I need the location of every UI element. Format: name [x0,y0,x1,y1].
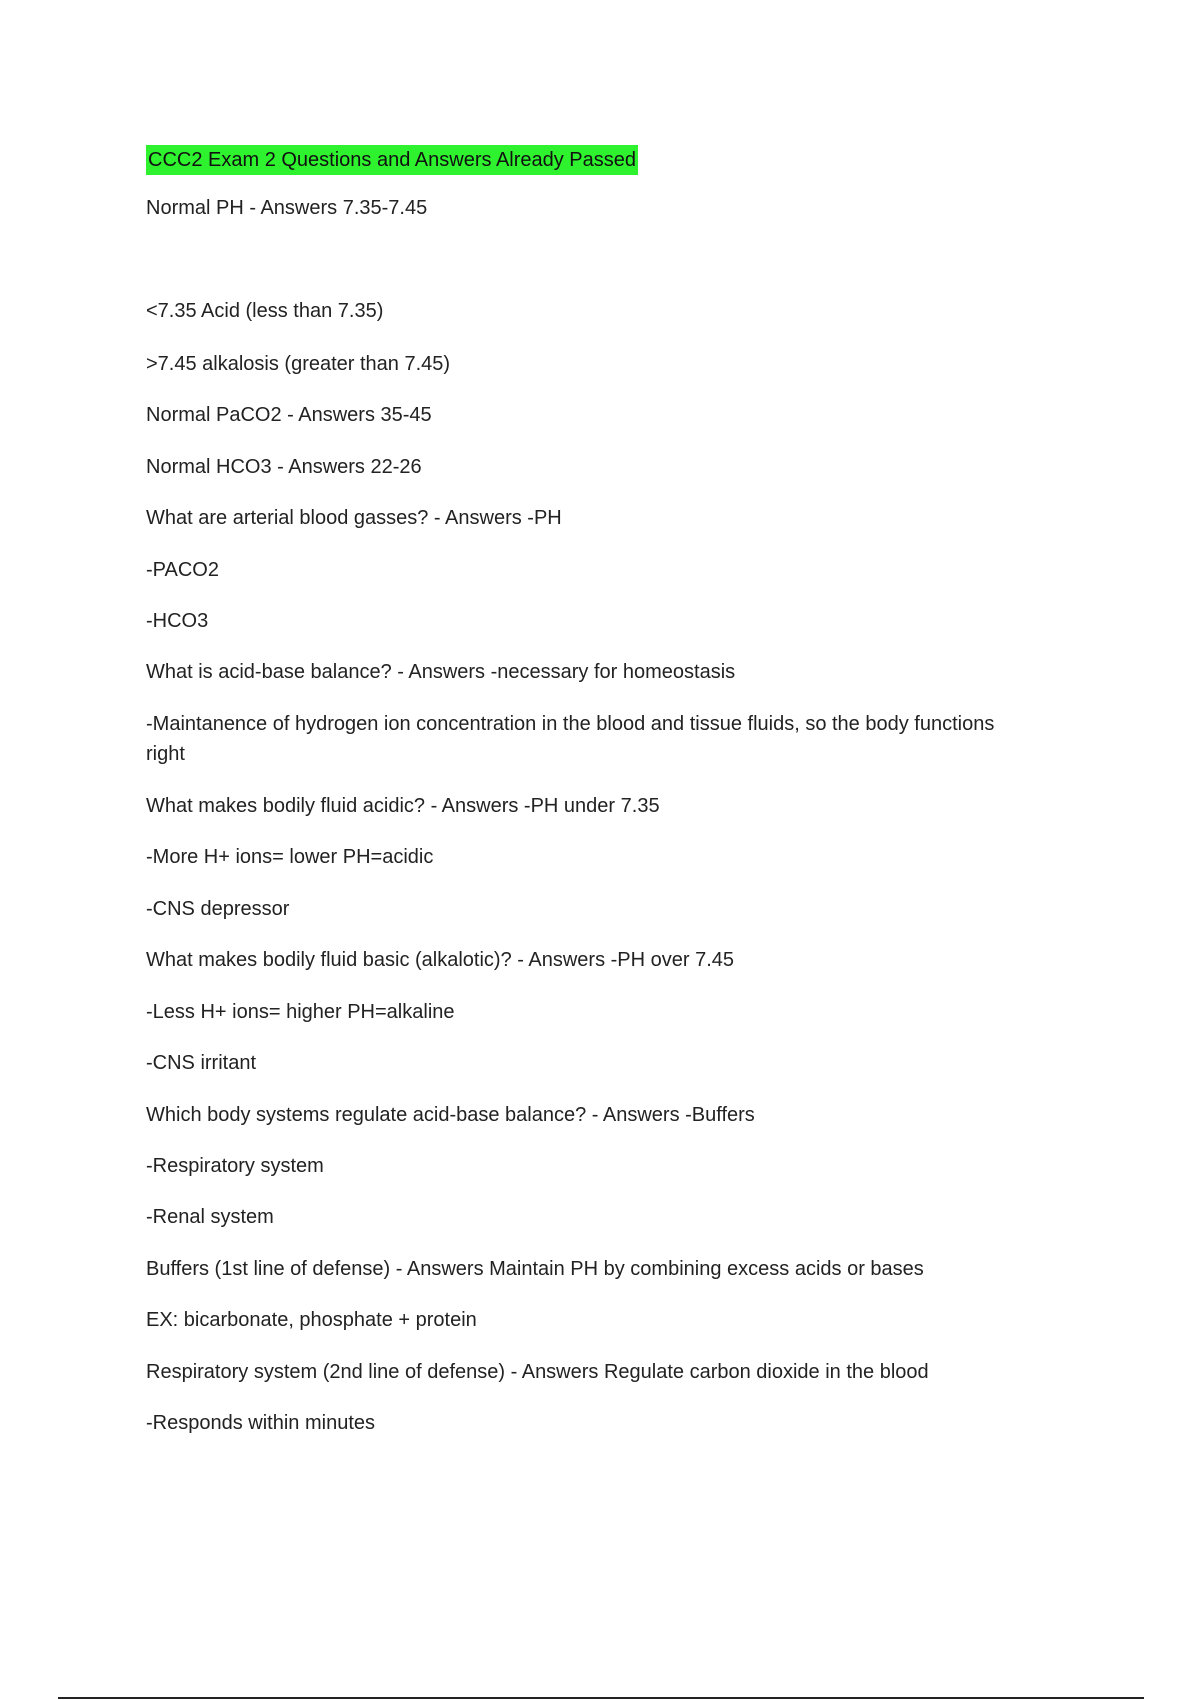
text-line: Normal PaCO2 - Answers 35-45 [146,404,432,426]
text-line: What makes bodily fluid acidic? - Answers -PH under 7.35 [146,795,660,817]
text-line: Which body systems regulate acid-base balance? - Answers -Buffers [146,1104,755,1126]
footer-rule [58,1697,1144,1699]
text-line: -HCO3 [146,610,209,632]
text-line: -Renal system [146,1206,274,1228]
text-line: >7.45 alkalosis (greater than 7.45) [146,353,451,375]
text-line: -Less H+ ions= higher PH=alkaline [146,1001,455,1023]
text-line: -Maintanence of hydrogen ion concentration in the blood and tissue fluids, so the body functions right [146,713,995,765]
text-line: -Respiratory system [146,1155,324,1177]
text-line: -CNS irritant [146,1052,257,1074]
document-title: CCC2 Exam 2 Questions and Answers Already Passed [146,145,638,175]
text-line: -CNS depressor [146,898,290,920]
text-line: Normal PH - Answers 7.35-7.45 [146,197,428,219]
text-line: Buffers (1st line of defense) - Answers Maintain PH by combining excess acids or bases [146,1258,924,1280]
text-line: -More H+ ions= lower PH=acidic [146,846,434,868]
text-line: What makes bodily fluid basic (alkalotic)? - Answers -PH over 7.45 [146,949,735,971]
text-line: -Responds within minutes [146,1412,375,1434]
text-line: EX: bicarbonate, phosphate + protein [146,1309,477,1331]
text-line: Normal HCO3 - Answers 22-26 [146,456,422,478]
text-line: What are arterial blood gasses? - Answers -PH [146,507,562,529]
text-line: Respiratory system (2nd line of defense) - Answers Regulate carbon dioxide in the blood [146,1361,929,1383]
text-line: What is acid-base balance? - Answers -necessary for homeostasis [146,661,736,683]
text-line: -PACO2 [146,559,219,581]
text-line: <7.35 Acid (less than 7.35) [146,300,384,322]
